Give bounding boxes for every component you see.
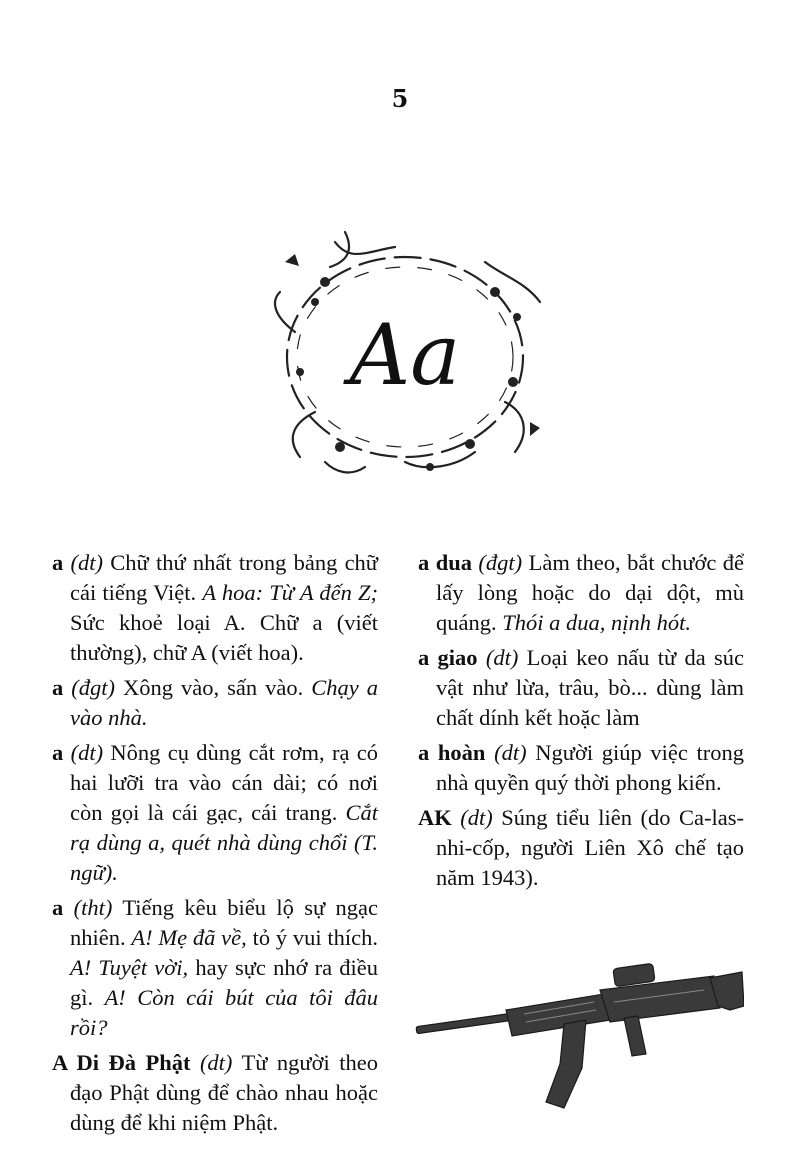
part-of-speech: (dt) <box>70 740 104 765</box>
definition: Tiếng kêu biểu lộ sự ngạc nhiên. <box>70 895 379 950</box>
part-of-speech: (tht) <box>73 895 113 920</box>
rifle-illustration <box>414 958 744 1128</box>
emblem-letters: Aa <box>349 306 461 404</box>
headword: AK <box>418 805 452 830</box>
example: Cắt rạ dùng a, quét nhà dùng chổi (T. ngữ). <box>70 800 378 885</box>
definition: Sức khoẻ loại A. Chữ a (viết thường), chữ A (viết hoa). <box>70 610 378 665</box>
right-column <box>418 548 744 898</box>
part-of-speech: (đgt) <box>478 550 523 575</box>
entry-a-dt <box>52 548 378 668</box>
definition: Người giúp việc trong nhà quyền quý thời phong kiến. <box>436 740 745 795</box>
definition: Chữ thứ nhất trong bảng chữ cái tiếng Việt. <box>70 550 379 605</box>
example: Chạy a vào nhà. <box>70 675 379 730</box>
headword: a <box>52 740 64 765</box>
headword: a hoàn <box>418 740 486 765</box>
example: Thói a dua, nịnh hót. <box>502 610 692 635</box>
headword: a <box>52 550 64 575</box>
definition: Từ người theo đạo Phật dùng để chào nhau hoặc dùng để khi niệm Phật. <box>70 1050 378 1135</box>
entry-a-hoan <box>418 738 744 798</box>
left-column <box>52 548 378 1143</box>
floral-wreath-icon <box>255 222 555 487</box>
entry-a-tool <box>52 738 378 888</box>
letter-a-emblem <box>255 222 555 487</box>
definition: Loại keo nấu từ da súc vật như lừa, trâu, bò... dùng làm chất dính kết hoặc làm <box>436 645 744 730</box>
example: A! Tuyệt vời, <box>70 955 189 980</box>
part-of-speech: (dt) <box>494 740 527 765</box>
headword: a giao <box>418 645 478 670</box>
entry-a-dua <box>418 548 744 638</box>
definition: Nông cụ dùng cắt rơm, rạ có hai lưỡi tra vào cán dài; có nơi còn gọi là cái gạc, cái trang. <box>70 740 379 825</box>
example: A! Mẹ đã về, <box>131 925 247 950</box>
part-of-speech: (dt) <box>460 805 493 830</box>
definition: Súng tiểu liên (do Ca-las-nhi-cốp, người Liên Xô chế tạo năm 1943). <box>436 805 745 890</box>
headword: a dua <box>418 550 472 575</box>
entry-a-dgt <box>52 673 378 733</box>
entry-a-tht <box>52 893 378 1043</box>
entry-a-di-da-phat <box>52 1048 378 1138</box>
definition: Xông vào, sấn vào. <box>123 675 304 700</box>
assault-rifle-icon <box>414 958 744 1128</box>
page-number: 5 <box>391 84 409 113</box>
definition: Làm theo, bắt chước để lấy lòng hoặc do dại dột, mù quáng. <box>436 550 745 635</box>
definition: hay sực nhớ ra điều gì. <box>70 955 378 1010</box>
part-of-speech: (dt) <box>70 550 103 575</box>
entry-ak <box>418 803 744 893</box>
part-of-speech: (đgt) <box>71 675 116 700</box>
part-of-speech: (dt) <box>485 645 519 670</box>
headword: a <box>52 895 64 920</box>
headword: a <box>52 675 64 700</box>
definition: tỏ ý vui thích. <box>252 925 379 950</box>
example: A hoa: Từ A đến Z; <box>202 580 378 605</box>
part-of-speech: (dt) <box>199 1050 233 1075</box>
entry-a-giao <box>418 643 744 733</box>
example: A! Còn cái bút của tôi đâu rồi? <box>70 985 378 1040</box>
headword: A Di Đà Phật <box>52 1050 191 1075</box>
